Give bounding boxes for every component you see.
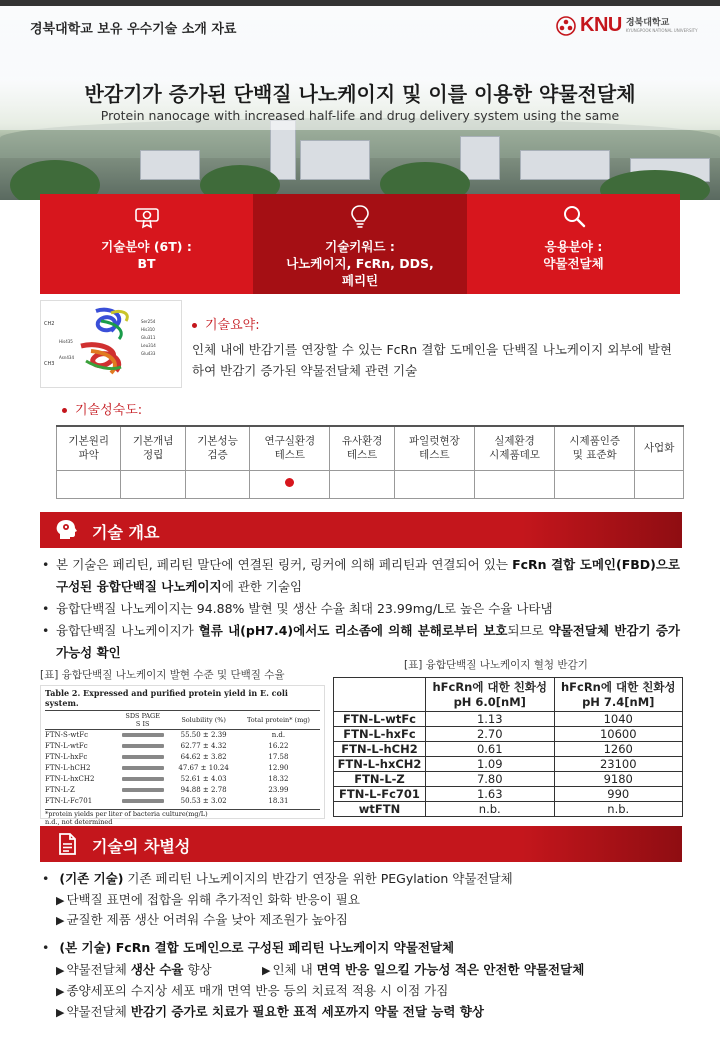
overview-bold: 약물전달체 반감기 증가 가능성 확인 [56, 623, 680, 660]
gel-band-image [122, 744, 164, 748]
diff-prev-sub-text: 균질한 제품 생산 어려워 수율 낮아 제조원가 높아짐 [66, 912, 348, 927]
triangle-right-icon: ▶ [262, 964, 271, 977]
yield-row [45, 752, 320, 763]
trl-marker-cell [57, 470, 121, 498]
yield-table-header [45, 711, 320, 730]
lightbulb-icon [345, 202, 375, 232]
pk-table-caption: [표] 융합단백질 나노케이지 혈청 반감기 [404, 659, 588, 671]
trl-marker-cell [474, 470, 554, 498]
brain-head-icon [54, 517, 80, 543]
yield-table-figure [40, 685, 325, 826]
search-icon [559, 202, 589, 232]
trl-stage-line2: 테스트 [346, 449, 378, 462]
diff-this-sub-bold: 반감기 증가로 치료가 필요한 표적 세포까지 약물 전달 능력 향상 [130, 1004, 484, 1019]
info-app-label: 응용분야 : [544, 239, 603, 254]
trl-stage-line1: 파일럿현장 [409, 435, 460, 448]
pk-ph6: 2.70 [426, 727, 555, 742]
trl-heading [62, 399, 142, 418]
pk-col-ph74-line1: hFcRn에 대한 친화성 [560, 679, 676, 694]
triangle-right-icon: ▶ [56, 1006, 65, 1019]
diff-this-sub-text: 향상 [183, 962, 212, 977]
overview-text: 융합단백질 나노케이지가 [56, 623, 199, 638]
trl-stage-line2: 및 표준화 [572, 449, 617, 462]
gel-band [115, 785, 170, 796]
diff-this-sub-bold: 생산 수율 [130, 962, 184, 977]
yield-sol: 50.53 ± 3.02 [180, 797, 227, 805]
trl-stage-line2: 시제품데모 [489, 449, 540, 462]
overview-bold: 혈류 내(pH7.4)에서도 리소좀에 의해 분해로부터 보호 [198, 623, 508, 638]
overview-text: 본 기술은 페리틴, 페리틴 말단에 연결된 링커, 링커에 의해 페리틴과 연결되어 있는 [56, 557, 513, 572]
diff-this-sub-text: 약물전달체 [66, 1004, 131, 1019]
pk-row [334, 712, 683, 727]
fig-label-asn434: Asn434 [59, 355, 74, 360]
yield-tot: 17.58 [268, 753, 289, 761]
fig-label-ser254: Ser254 [141, 319, 156, 324]
pk-col-ph74-line2: pH 7.4[nM] [582, 694, 655, 709]
info-box-keywords [253, 194, 467, 294]
trl-stage [555, 426, 635, 470]
trl-marker-cell [330, 470, 394, 498]
fig-label-his435: His435 [59, 339, 73, 344]
document-icon [54, 831, 80, 857]
trl-marker-cell [250, 470, 330, 498]
yield-name: FTN-L-hCH2 [45, 764, 91, 772]
diff-prev-sub [56, 910, 348, 931]
trl-marker-cell [555, 470, 635, 498]
protein-structure-figure [40, 300, 182, 388]
trl-stage [121, 426, 185, 470]
yield-tot: 12.90 [268, 764, 289, 772]
logo-univ-en: KYUNGPOOK NATIONAL UNIVERSITY [625, 27, 698, 33]
diff-this-sub [56, 1002, 484, 1023]
diff-this-sub-text: 인체 내 [272, 962, 317, 977]
trl-stage-line1: 유사환경 [341, 435, 383, 448]
diff-prev-tag: (기존 기술) [59, 871, 124, 886]
diff-this-item [40, 938, 454, 958]
gel-band [115, 774, 170, 785]
trl-stage-row [57, 426, 684, 470]
yield-name: FTN-L-hxFc [45, 753, 88, 761]
fig-label-ch3: CH3 [44, 361, 55, 367]
pk-name: FTN-L-wtFc [334, 712, 426, 727]
bullet-dot: • [42, 871, 50, 886]
logo-univ-block [626, 19, 698, 33]
trl-current-marker [285, 478, 294, 487]
pk-name: FTN-L-Z [334, 772, 426, 787]
gel-band-image [122, 755, 164, 759]
pk-ph6: 1.13 [426, 712, 555, 727]
fig-label-glu311: Glu311 [141, 335, 156, 340]
pk-col-ph6 [426, 678, 555, 712]
knu-emblem-icon [556, 16, 576, 36]
fig-label-his310: His310 [141, 327, 155, 332]
protein-structure-image [41, 301, 181, 387]
yield-footnote-2: n.d., not determined [45, 817, 113, 826]
yield-table-title: Table 2. Expressed and purified protein yield in E. coli system. [45, 688, 288, 708]
yield-col-gel-sub: S IS [135, 720, 150, 728]
pk-col-ph6-line1: hFcRn에 대한 친화성 [432, 679, 548, 694]
yield-tot: n.d. [271, 731, 286, 740]
section-diff-title: 기술의 차별성 [92, 837, 191, 856]
pk-row [334, 802, 683, 817]
yield-table-footnote [45, 809, 320, 826]
yield-row [45, 785, 320, 796]
trl-stage [250, 426, 330, 470]
trl-table [56, 425, 684, 499]
pk-ph74: 10600 [554, 727, 683, 742]
trl-heading-text: 기술성숙도: [75, 403, 143, 418]
pk-name: FTN-L-Fc701 [334, 787, 426, 802]
summary-text: 인체 내에 반감기를 연장할 수 있는 FcRn 결합 도메인을 단백질 나노케이지 외부에 발현하여 반감기 증가된 약물전달체 관련 기술 [192, 342, 672, 378]
trl-stage-line1: 기본원리 [68, 435, 109, 448]
diff-this-sub-text: 종양세포의 수지상 세포 매개 면역 반응 등의 치료적 적용 시 이점 가짐 [66, 983, 449, 998]
yield-sol: 94.88 ± 2.78 [180, 786, 227, 794]
triangle-right-icon: ▶ [56, 964, 65, 977]
trl-marker-row [57, 470, 684, 498]
section-overview-header [40, 512, 682, 548]
trl-stage-line2: 검증 [207, 449, 228, 462]
logo-knu-text: KNU [580, 14, 622, 36]
yield-tot: 18.32 [268, 775, 289, 783]
info-keywords-value: 나노케이지, FcRn, DDS, [286, 256, 434, 271]
trl-stage [635, 426, 684, 470]
pk-row [334, 787, 683, 802]
page-subtitle: Protein nanocage with increased half-life and drug delivery system using the same [100, 108, 620, 123]
info-box-field [40, 194, 253, 294]
trl-stage-line1: 기본개념 [132, 435, 174, 448]
pk-ph6: 7.80 [426, 772, 555, 787]
gel-band-image [122, 766, 164, 770]
pk-name: wtFTN [334, 802, 426, 817]
info-keywords-label: 기술키워드 : [325, 239, 395, 254]
yield-col-gel [115, 711, 170, 730]
yield-footnote-1: *protein yields per liter of bacteria culture(mg/L) [45, 809, 208, 818]
overview-bold: FcRn 결합 도메인(FBD)으로 구성된 융합단백질 나노케이지 [56, 557, 680, 594]
building [140, 150, 200, 180]
yield-col-tot: Total protein* (mg) [237, 711, 320, 730]
building [300, 140, 370, 180]
yield-name: FTN-S-wtFc [45, 731, 89, 740]
yield-row [45, 763, 320, 774]
pk-header-row [334, 678, 683, 712]
pk-ph74: n.b. [554, 802, 683, 817]
pk-col-ph6-line2: pH 6.0[nM] [453, 694, 526, 709]
diff-this-sub-text: 약물전달체 [66, 962, 131, 977]
pk-ph74: 1260 [554, 742, 683, 757]
gel-band [115, 741, 170, 752]
yield-tot: 23.99 [268, 786, 289, 794]
yield-sol: 52.61 ± 4.03 [180, 775, 227, 783]
yield-col-sol: Solubility (%) [170, 711, 236, 730]
org-label: 경북대학교 보유 우수기술 소개 자료 [30, 22, 237, 37]
pk-row [334, 772, 683, 787]
pk-ph6: 1.09 [426, 757, 555, 772]
pk-name: FTN-L-hxCH2 [334, 757, 426, 772]
trl-stage-line2: 테스트 [419, 449, 450, 462]
trl-stage-line1: 실제환경 [494, 435, 535, 448]
diff-prev-item [40, 869, 513, 889]
building [460, 136, 500, 180]
pk-ph74: 990 [554, 787, 683, 802]
trl-marker-cell [394, 470, 474, 498]
yield-tot: 16.22 [268, 742, 289, 750]
trl-stage-line2: 테스트 [274, 449, 306, 462]
gel-band-image [122, 788, 164, 792]
yield-row [45, 741, 320, 752]
yield-name: FTN-L-hxCH2 [45, 775, 95, 783]
fig-label-leu314: Leu314 [141, 343, 156, 348]
yield-tot: 18.31 [268, 797, 289, 805]
info-field-value: BT [137, 256, 156, 271]
bullet-dot [62, 408, 67, 413]
info-keywords-value2: 페리틴 [341, 273, 379, 288]
yield-row [45, 774, 320, 785]
trl-marker-cell [185, 470, 249, 498]
trl-stage-line1: 시제품인증 [569, 435, 621, 448]
gel-band-image [122, 799, 164, 803]
info-field-label: 기술분야 (6T) : [101, 239, 192, 254]
section-diff-header [40, 826, 682, 862]
overview-item [40, 554, 680, 598]
building [520, 150, 610, 180]
section-overview-title: 기술 개요 [92, 523, 160, 542]
diff-this-sub-bold: 면역 반응 일으킬 가능성 적은 안전한 약물전달체 [316, 962, 585, 977]
overview-list [40, 554, 680, 664]
yield-sol: 62.77 ± 4.32 [180, 742, 227, 750]
pk-ph74: 23100 [554, 757, 683, 772]
yield-table-caption: [표] 융합단백질 나노케이지 발현 수준 및 단백질 수율 [40, 669, 285, 681]
overview-text: 융합단백질 나노케이지는 94.88% 발현 및 생산 수율 최대 23.99mg/L로 높은 수율 나타냄 [56, 601, 553, 616]
gel-band-image [122, 733, 164, 737]
yield-row [45, 730, 320, 741]
triangle-right-icon: ▶ [56, 894, 65, 907]
trl-stage [474, 426, 554, 470]
diff-prev-sub-text: 단백질 표면에 접합을 위해 추가적인 화학 반응이 필요 [66, 892, 360, 907]
overview-text: 에 관한 기술임 [221, 579, 303, 594]
knu-logo[interactable] [556, 14, 698, 37]
trl-marker-cell [635, 470, 684, 498]
bullet-dot [192, 323, 197, 328]
yield-col-gel-label: SDS PAGE [125, 712, 160, 720]
diff-prev-text: 기존 페리틴 나노케이지의 반감기 연장을 위한 PEGylation 약물전달체 [123, 871, 513, 886]
info-app-value: 약물전달체 [543, 256, 604, 271]
trl-stage [185, 426, 249, 470]
top-border [0, 0, 720, 6]
certificate-icon [132, 202, 162, 232]
page-title: 반감기가 증가된 단백질 나노케이지 및 이를 이용한 약물전달체 [84, 82, 636, 106]
pk-ph6: 0.61 [426, 742, 555, 757]
summary-heading [192, 314, 260, 333]
diff-prev-sub [56, 890, 360, 911]
pk-ph6: 1.63 [426, 787, 555, 802]
pk-ph6: n.b. [426, 802, 555, 817]
pk-row [334, 727, 683, 742]
triangle-right-icon: ▶ [56, 914, 65, 927]
pk-ph74: 1040 [554, 712, 683, 727]
trl-stage [57, 426, 121, 470]
yield-sol: 64.62 ± 3.82 [180, 753, 227, 761]
diff-this-sub [262, 960, 584, 981]
triangle-right-icon: ▶ [56, 985, 65, 998]
trl-stage-line1: 연구실환경 [264, 435, 316, 448]
fig-label-ch2: CH2 [44, 321, 55, 327]
yield-name: FTN-L-wtFc [45, 742, 88, 750]
overview-item [40, 598, 680, 620]
summary-heading-text: 기술요약: [205, 318, 260, 333]
fig-label-glu433: Glu433 [141, 351, 156, 356]
pk-col-blank [334, 678, 426, 712]
yield-name: FTN-L-Fc701 [45, 797, 93, 805]
gel-band-image [122, 777, 164, 781]
overview-text: 되므로 [507, 623, 549, 638]
gel-band [115, 763, 170, 774]
bullet-dot: • [42, 940, 50, 955]
pk-ph74: 9180 [554, 772, 683, 787]
trl-stage [394, 426, 474, 470]
trl-marker-cell [121, 470, 185, 498]
pk-row [334, 742, 683, 757]
yield-sol: 47.67 ± 10.24 [178, 764, 229, 772]
pk-table [333, 677, 683, 817]
gel-band [115, 796, 170, 807]
yield-col-blank [45, 711, 115, 730]
trl-stage-line1: 기본성능 [197, 435, 238, 448]
trl-stage-line1: 사업화 [643, 442, 675, 455]
pk-col-ph74 [554, 678, 683, 712]
pk-name: FTN-L-hxFc [334, 727, 426, 742]
yield-table [45, 710, 320, 807]
yield-sol: 55.50 ± 2.39 [180, 731, 227, 740]
diff-this-sub [56, 981, 448, 1002]
trl-stage-line2: 파악 [78, 449, 99, 462]
logo-univ-name: 경북대학교 [625, 17, 670, 28]
trl-stage [330, 426, 394, 470]
pk-name: FTN-L-hCH2 [334, 742, 426, 757]
yield-name: FTN-L-Z [45, 786, 75, 794]
diff-this-tag: (본 기술) [59, 940, 112, 955]
trl-stage-line2: 정립 [142, 449, 164, 462]
gel-band [115, 730, 170, 741]
gel-band [115, 752, 170, 763]
diff-this-sub [56, 960, 212, 981]
pk-row [334, 757, 683, 772]
diff-this-text: FcRn 결합 도메인으로 구성된 페리틴 나노케이지 약물전달체 [111, 940, 455, 955]
info-box-application [467, 194, 680, 294]
yield-row [45, 796, 320, 807]
